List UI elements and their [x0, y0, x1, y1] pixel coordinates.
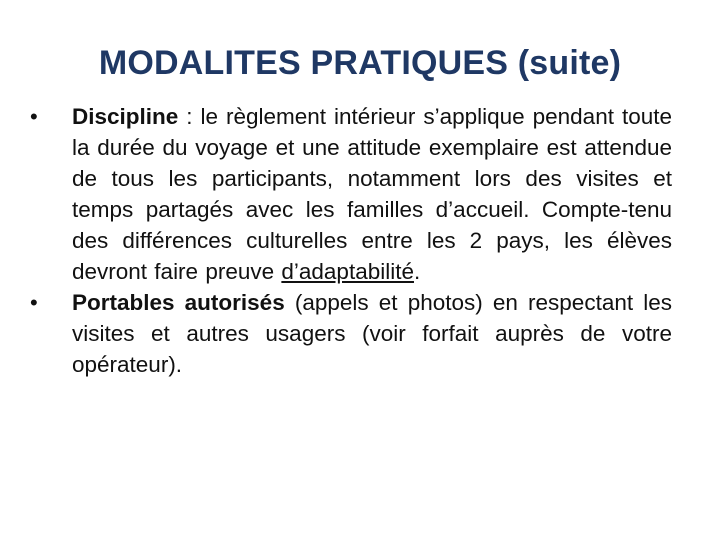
slide-title: MODALITES PRATIQUES (suite)	[98, 44, 622, 82]
bullet-list	[30, 101, 672, 380]
bullet-marker: •	[30, 104, 38, 129]
bullet-discipline	[30, 101, 672, 287]
bullet-text-discipline-end: .	[413, 259, 421, 284]
bullet-lead-discipline: Discipline	[72, 104, 179, 129]
bullet-marker: •	[30, 290, 38, 315]
underlined-adaptability: d’adaptabilité	[281, 259, 414, 284]
bullet-lead-portables: Portables autorisés	[72, 290, 285, 315]
bullet-portables	[30, 287, 672, 380]
bullet-text-portables: (appels et photos) en respectant les visites et autres usagers (voir forfait auprès de votre opérateur).	[72, 290, 673, 377]
bullet-text-discipline: : le règlement intérieur s’applique pendant toute la durée du voyage et une attitude exemplaire est attendue de tous les participants, notamment lors des visites et temps partagés avec les familles d’accueil. Compte-tenu des différences culturelles entre les 2 pays, les élèves devront faire preuve	[72, 104, 672, 284]
